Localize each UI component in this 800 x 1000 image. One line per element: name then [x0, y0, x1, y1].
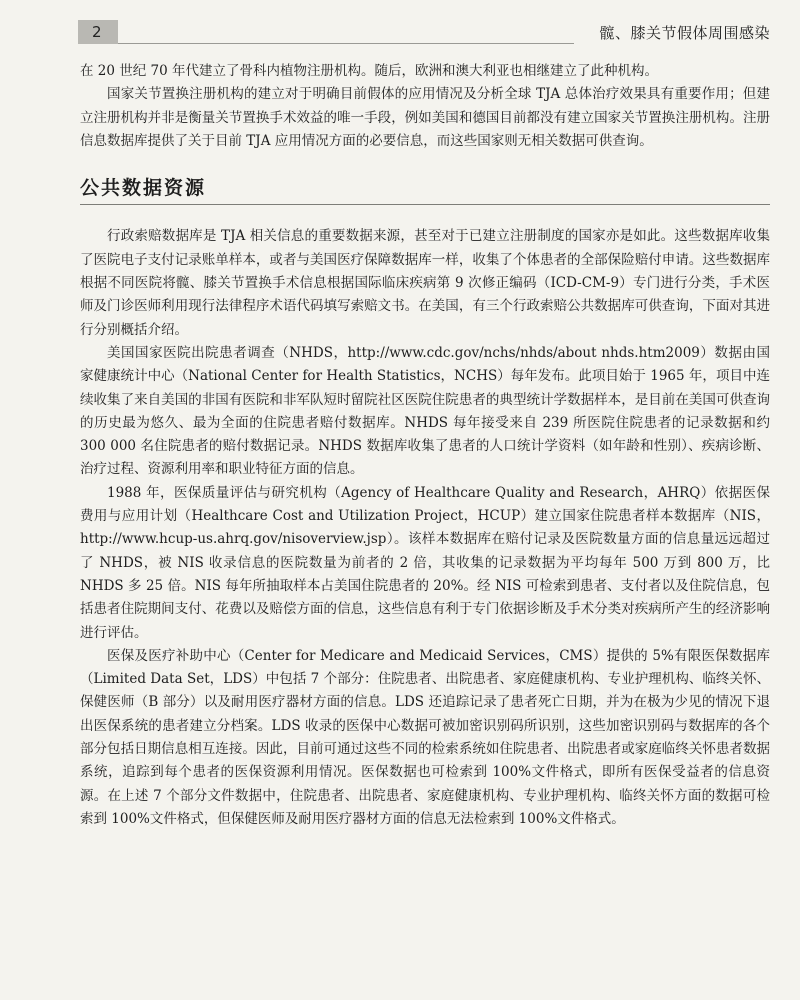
section-heading: 公共数据资源	[80, 177, 770, 205]
paragraph: 医保及医疗补助中心（Center for Medicare and Medicaid Services，CMS）提供的 5%有限医保数据库（Limited Data Set，LDS）中包括 7 个部分：住院患者、出院患者、家庭健康机构、专业护理机构、临终关怀、保健医师（B 部分）以及耐用医疗器材方面的信息。LDS 还追踪记录了患者死亡日期，并为在极为少见的情况下退出医保系统的患者建立分档案。LDS 收录的医保中心数据可被加密识别码所识别，这些加密识别码与数据库的各个部分包括日期信息相互连接。因此，目前可通过这些不同的检索系统如住院患者、出院患者或家庭临终关怀患者数据系统，追踪到每个患者的医保资源利用情况。医保数据也可检索到 100%文件格式，即所有医保受益者的信息资源。在上述 7 个部分文件数据中，住院患者、出院患者、家庭健康机构、专业护理机构、临终关怀方面的数据可检索到 100%文件格式，但保健医师及耐用医疗器材方面的信息无法检索到 100%文件格式。	[80, 647, 770, 827]
paragraph: 行政索赔数据库是 TJA 相关信息的重要数据来源，甚至对于已建立注册制度的国家亦是如此。这些数据库收集了医院电子支付记录账单样本，或者与美国医疗保障数据库一样，收集了个体患者的全部保险赔付申请。这些数据库根据不同医院将髋、膝关节置换手术信息根据国际临床疾病第 9 次修正编码（ICD-CM-9）专门进行分类，手术医师及门诊医师利用现行法律程序术语代码填写索赔文书。在美国，有三个行政索赔公共数据库可供查询，下面对其进行分别概括介绍。	[80, 228, 770, 338]
paragraph: 1988 年，医保质量评估与研究机构（Agency of Healthcare Quality and Research，AHRQ）依据医保费用与应用计划（Healthcare Cost and Utilization Project，HCUP）建立国家住院患者样本数据库（NIS，http://www.hcup-us.ahrq.gov/nisoverview.jsp）。该样本数据库在赔付记录及医院数量方面的信息量远远超过了 NHDS，被 NIS 收录信息的医院数量为前者的 2 倍，其收集的记录数据为平均每年 500 万到 800 万，比 NHDS 多 25 倍。NIS 每年所抽取样本占美国住院患者的 20%。经 NIS 可检索到患者、支付者以及住院信息，包括患者住院期间支付、花费以及赔偿方面的信息，这些信息有利于专门依据诊断及手术分类对疾病所产生的经济影响进行评估。	[80, 484, 770, 641]
header-rule	[118, 43, 574, 44]
paragraph: 在 20 世纪 70 年代建立了骨科内植物注册机构。随后，欧洲和澳大利亚也相继建立了此种机构。	[80, 63, 659, 79]
paragraph: 美国国家医院出院患者调查（NHDS，http://www.cdc.gov/nchs/nhds/about nhds.htm2009）数据由国家健康统计中心（National Center for Health Statistics，NCHS）每年发布。此项目始于 1965 年，项目中连续收集了来自美国的非国有医院和非军队短时留院社区医院住院患者的典型统计学数据样本，是目前在美国可供查询的历史最为悠久、最为全面的住院患者赔付数据库。NHDS 每年接受来自 239 所医院住院患者的记录数据和约 300 000 名住院患者的赔付数据记录。NHDS 数据库收集了患者的人口统计学资料（如年龄和性别）、疾病诊断、治疗过程、资源利用率和职业特征方面的信息。	[80, 344, 770, 478]
page-header	[0, 0, 800, 52]
page-body	[80, 60, 770, 831]
paragraph: 国家关节置换注册机构的建立对于明确目前假体的应用情况及分析全球 TJA 总体治疗效果具有重要作用；但建立注册机构并非是衡量关节置换手术效益的唯一手段，例如美国和德国目前都没有建立国家关节置换注册机构。注册信息数据库提供了关于目前 TJA 应用情况方面的必要信息，而这些国家则无相关数据可供查询。	[80, 86, 770, 149]
running-title: 髋、膝关节假体周围感染	[599, 24, 770, 42]
page-number: 2	[78, 20, 118, 44]
